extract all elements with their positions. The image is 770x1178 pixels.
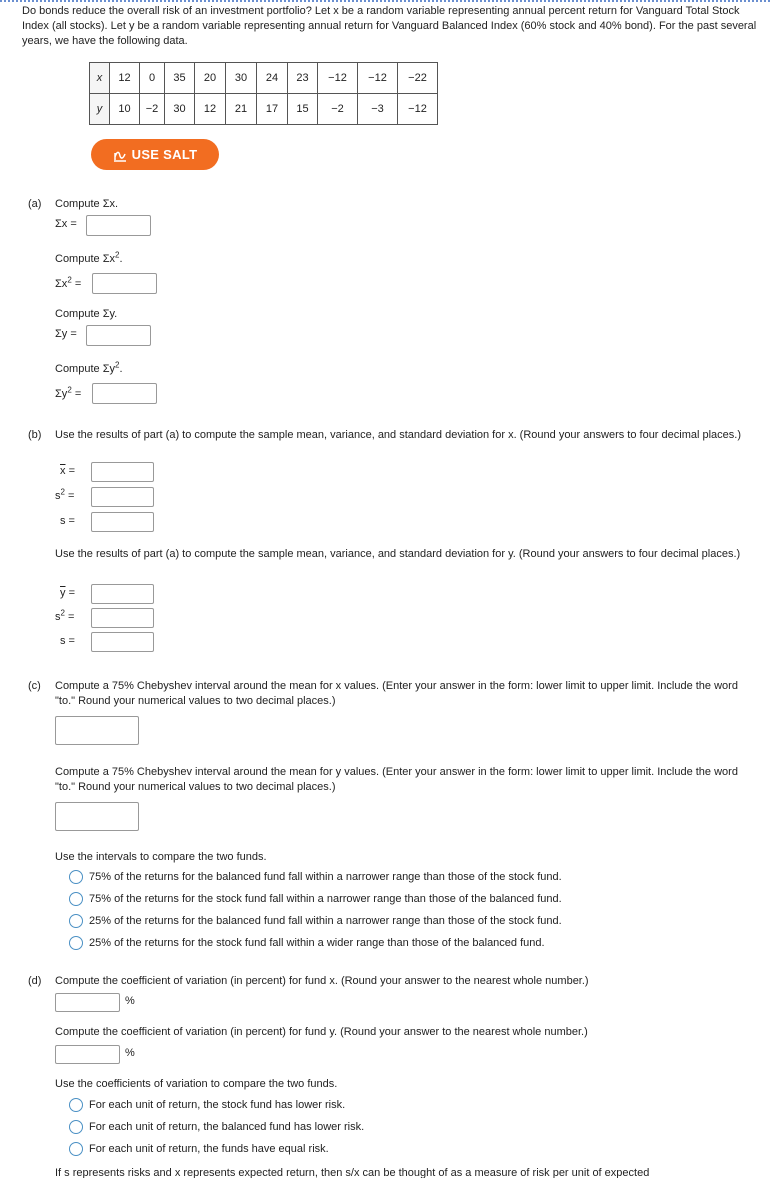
use-salt-label: USE SALT: [131, 147, 198, 162]
table-cell: −2: [318, 94, 358, 125]
radio-option-label: 75% of the returns for the balanced fund fall within a narrower range than those of the stock fund.: [89, 871, 562, 883]
top-dotted-border: [0, 0, 770, 2]
part-c-q2: Compute a 75% Chebyshev interval around the mean for y values. (Enter your answer in the form: lower limit to upper limit. Include the word "to." Round your numerical values to two decimal places.): [55, 766, 738, 793]
part-b-label: (b): [28, 429, 42, 441]
radio-option[interactable]: [69, 1142, 83, 1156]
part-c-compare: Use the intervals to compare the two funds.: [55, 851, 267, 863]
table-cell: 12: [195, 94, 226, 125]
part-d-compare: Use the coefficients of variation to compare the two funds.: [55, 1078, 338, 1090]
sum-y-label: Σy =: [55, 328, 77, 340]
sum-y-squared-input[interactable]: [92, 383, 157, 404]
table-row-y: [90, 94, 438, 125]
radio-option[interactable]: [69, 914, 83, 928]
table-cell: 30: [226, 63, 257, 94]
x-mean-label: $\overline{x}$ =: [60, 465, 75, 477]
radio-option[interactable]: [69, 1120, 83, 1134]
table-cell: 30: [165, 94, 195, 125]
table-cell: 21: [226, 94, 257, 125]
y-row-header: y: [90, 94, 110, 125]
salt-chart-icon: [113, 148, 127, 162]
table-cell: 10: [110, 94, 140, 125]
x-stddev-label: s =: [60, 515, 75, 527]
table-cell: 23: [288, 63, 318, 94]
part-c-q1: Compute a 75% Chebyshev interval around the mean for x values. (Enter your answer in the form: lower limit to upper limit. Include the word "to." Round your numerical values to two decimal places.): [55, 680, 738, 707]
x-chebyshev-input[interactable]: [55, 716, 139, 745]
table-cell: 20: [195, 63, 226, 94]
part-d-footer: If s represents risks and x represents expected return, then s/x can be thought of as a measure of risk per unit of expected: [55, 1167, 650, 1178]
radio-option-label: 75% of the returns for the stock fund fall within a narrower range than those of the balanced fund.: [89, 893, 562, 905]
percent-unit: %: [125, 1047, 135, 1059]
y-chebyshev-input[interactable]: [55, 802, 139, 831]
part-a-q3: Compute Σy.: [55, 308, 118, 320]
radio-option-label: For each unit of return, the stock fund has lower risk.: [89, 1099, 346, 1111]
x-variance-input[interactable]: [91, 487, 154, 507]
cv-x-input[interactable]: [55, 993, 120, 1012]
x-stddev-input[interactable]: [91, 512, 154, 532]
y-stddev-label: s =: [60, 635, 75, 647]
sum-x-squared-label: $\Sigma x^2$ =: [55, 275, 82, 290]
y-mean-label: $\overline{y}$ =: [60, 587, 75, 599]
radio-option-label: 25% of the returns for the balanced fund fall within a narrower range than those of the stock fund.: [89, 915, 562, 927]
radio-option[interactable]: [69, 870, 83, 884]
table-cell: −12: [358, 63, 398, 94]
y-variance-label: $s^2$ =: [55, 608, 75, 623]
table-cell: 24: [257, 63, 288, 94]
table-cell: −12: [318, 63, 358, 94]
table-cell: 35: [165, 63, 195, 94]
part-a-label: (a): [28, 198, 42, 210]
part-d-q2: Compute the coefficient of variation (in percent) for fund y. (Round your answer to the nearest whole number.): [55, 1026, 588, 1038]
table-cell: 17: [257, 94, 288, 125]
part-a-q4: Compute $\Sigma y^2$.: [55, 360, 123, 375]
part-c-label: (c): [28, 680, 41, 692]
x-mean-input[interactable]: [91, 462, 154, 482]
radio-option-label: For each unit of return, the balanced fund has lower risk.: [89, 1121, 365, 1133]
radio-option[interactable]: [69, 892, 83, 906]
part-a-q2: Compute $\Sigma x^2$.: [55, 250, 123, 265]
part-d-label: (d): [28, 975, 42, 987]
y-variance-input[interactable]: [91, 608, 154, 628]
part-a-q1: Compute Σx.: [55, 198, 119, 210]
x-row-header: x: [90, 63, 110, 94]
table-cell: −12: [398, 94, 438, 125]
percent-unit: %: [125, 995, 135, 1007]
radio-option-label: For each unit of return, the funds have equal risk.: [89, 1143, 329, 1155]
table-cell: 12: [110, 63, 140, 94]
table-cell: −2: [140, 94, 165, 125]
data-table: [89, 62, 438, 125]
table-cell: 15: [288, 94, 318, 125]
sum-x-label: Σx =: [55, 218, 77, 230]
radio-option[interactable]: [69, 936, 83, 950]
cv-y-input[interactable]: [55, 1045, 120, 1064]
sum-x-input[interactable]: [86, 215, 151, 236]
sum-y-squared-label: $\Sigma y^2$ =: [55, 385, 82, 400]
table-row-x: [90, 63, 438, 94]
x-variance-label: $s^2$ =: [55, 487, 75, 502]
use-salt-button[interactable]: [91, 139, 219, 170]
table-cell: −22: [398, 63, 438, 94]
part-d-q1: Compute the coefficient of variation (in percent) for fund x. (Round your answer to the nearest whole number.): [55, 975, 589, 987]
part-b-q2: Use the results of part (a) to compute the sample mean, variance, and standard deviation for y. (Round your answers to four decimal places.): [55, 548, 741, 560]
radio-option-label: 25% of the returns for the stock fund fall within a wider range than those of the balanced fund.: [89, 937, 545, 949]
table-cell: 0: [140, 63, 165, 94]
problem-intro: Do bonds reduce the overall risk of an investment portfolio? Let x be a random variable representing annual percent return for Vanguard Total Stock Index (all stocks). Let y be a random variable representing annual return for Vanguard Balanced Index (60% stock and 40% bond). For the past several years, we have the following data.: [22, 5, 757, 47]
y-mean-input[interactable]: [91, 584, 154, 604]
part-b-q1: Use the results of part (a) to compute the sample mean, variance, and standard deviation for x. (Round your answers to four decimal places.): [55, 429, 742, 441]
radio-option[interactable]: [69, 1098, 83, 1112]
sum-y-input[interactable]: [86, 325, 151, 346]
sum-x-squared-input[interactable]: [92, 273, 157, 294]
table-cell: −3: [358, 94, 398, 125]
y-stddev-input[interactable]: [91, 632, 154, 652]
